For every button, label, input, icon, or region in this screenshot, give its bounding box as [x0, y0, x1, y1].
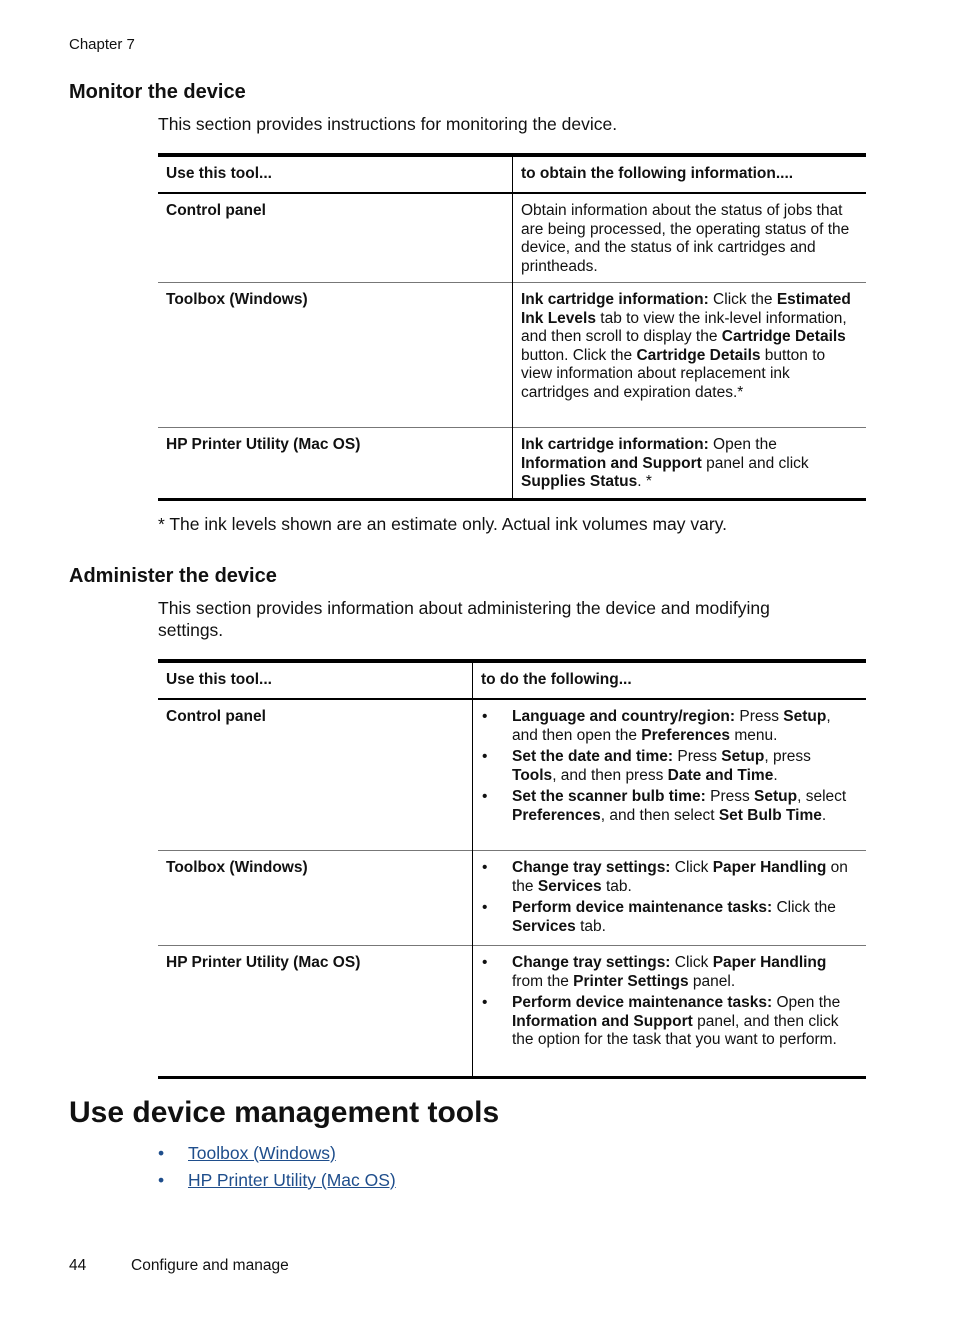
- item-part: Paper Handling: [712, 859, 827, 876]
- item-part: Change tray settings:: [512, 859, 671, 876]
- tool-info: Obtain information about the status of jobs that are being processed, the operating status of the device, and the status of ink cartridges and printheads.: [513, 193, 867, 283]
- monitor-intro: This section provides instructions for monitoring the device.: [158, 114, 618, 134]
- item-part: panel, and then click the option for the task that you want to perform.: [512, 1012, 839, 1048]
- item-part: Preferences: [641, 726, 731, 744]
- item-part: Open the: [772, 994, 841, 1011]
- item-part: tab.: [575, 917, 606, 935]
- item-part: Language and country/region:: [512, 708, 736, 725]
- item-part: , and then press: [552, 766, 668, 784]
- item-part: tab.: [601, 877, 632, 895]
- list-item: [481, 954, 858, 991]
- ink-footnote: * The ink levels shown are an estimate only. Actual ink volumes may vary.: [158, 514, 728, 534]
- item-part: Click the: [772, 899, 836, 916]
- info-part: Click the: [708, 291, 777, 308]
- tool-name: HP Printer Utility (Mac OS): [158, 946, 473, 1078]
- tool-actions: [473, 851, 867, 946]
- table-header-row: [158, 661, 866, 699]
- item-part: Services: [537, 877, 602, 895]
- item-part: , and then select: [600, 806, 719, 824]
- item-part: Perform device maintenance tasks:: [512, 899, 773, 916]
- list-item: [481, 859, 858, 896]
- tools-heading: Use device management tools: [69, 1096, 500, 1129]
- tool-info: [513, 428, 867, 500]
- item-part: Preferences: [512, 806, 601, 824]
- item-part: Printer Settings: [573, 972, 689, 990]
- item-part: from the: [512, 972, 574, 990]
- item-part: Press: [735, 708, 784, 725]
- item-part: Setup: [721, 748, 765, 765]
- action-list: [481, 708, 858, 825]
- info-part: Open the: [708, 436, 777, 453]
- info-part: Cartridge Details: [636, 346, 761, 364]
- tool-actions: [473, 699, 867, 851]
- action-list: [481, 859, 858, 936]
- item-part: Click: [670, 954, 713, 971]
- info-part: Cartridge Details: [721, 328, 846, 345]
- table-row: [158, 699, 866, 851]
- info-part: Estimated Ink Levels: [521, 291, 851, 327]
- tools-link-list: [158, 1140, 396, 1194]
- tool-name: Toolbox (Windows): [158, 851, 473, 946]
- info-part: tab to view the ink-level information, and then scroll to display the: [521, 309, 847, 345]
- item-part: Press: [705, 788, 755, 805]
- tool-info: [513, 283, 867, 428]
- list-item: [481, 994, 858, 1050]
- item-part: , and then open the: [512, 708, 831, 744]
- item-part: Setup: [783, 708, 827, 725]
- column-header-info: to obtain the following information....: [513, 155, 867, 193]
- monitor-table: [158, 153, 866, 501]
- monitor-heading: Monitor the device: [69, 81, 246, 103]
- tool-name: Toolbox (Windows): [158, 283, 513, 428]
- item-part: Date and Time: [667, 766, 774, 784]
- item-part: Paper Handling: [712, 954, 827, 971]
- item-part: panel.: [688, 972, 736, 990]
- info-part: button to view information about replacement ink cartridges and expiration dates.*: [521, 346, 826, 401]
- info-part: button. Click the: [521, 346, 637, 364]
- tool-actions: [473, 946, 867, 1078]
- table-row: [158, 283, 866, 428]
- administer-heading: Administer the device: [69, 565, 277, 587]
- list-item: [481, 899, 858, 936]
- item-part: Perform device maintenance tasks:: [512, 994, 773, 1011]
- item-part: .: [773, 766, 778, 784]
- item-part: Set the date and time:: [512, 748, 674, 765]
- administer-intro: This section provides information about administering the device and modifying settings.: [158, 598, 770, 640]
- table-header-row: [158, 155, 866, 193]
- info-part: panel and click: [701, 454, 809, 472]
- footer-section-title: Configure and manage: [131, 1257, 289, 1274]
- item-part: Click: [670, 859, 713, 876]
- column-header-tool: Use this tool...: [158, 661, 473, 699]
- table-row: [158, 851, 866, 946]
- table-row: [158, 946, 866, 1078]
- item-part: Set Bulb Time: [718, 806, 822, 824]
- link-toolbox-windows[interactable]: Toolbox (Windows): [188, 1143, 336, 1163]
- administer-table: [158, 659, 866, 1079]
- chapter-label: Chapter 7: [69, 36, 135, 53]
- item-part: Set the scanner bulb time:: [512, 788, 706, 805]
- item-part: , press: [764, 748, 811, 765]
- action-list: [481, 954, 858, 1050]
- bullet-icon: •: [158, 1143, 165, 1163]
- table-row: [158, 428, 866, 500]
- item-part: .: [821, 806, 827, 824]
- info-part: Ink cartridge information:: [521, 436, 709, 453]
- info-part: Supplies Status: [521, 473, 638, 490]
- info-part: Information and Support: [521, 454, 702, 472]
- bullet-icon: •: [158, 1170, 165, 1190]
- list-item: [158, 1140, 396, 1167]
- item-part: Information and Support: [512, 1012, 693, 1030]
- list-item: [481, 708, 858, 745]
- item-part: on the: [512, 859, 848, 895]
- item-part: menu.: [730, 726, 778, 744]
- info-part: Ink cartridge information:: [521, 291, 709, 308]
- link-hp-printer-utility[interactable]: HP Printer Utility (Mac OS): [188, 1170, 396, 1190]
- tool-name: Control panel: [166, 708, 266, 725]
- column-header-actions: to do the following...: [473, 661, 867, 699]
- item-part: Press: [673, 748, 722, 765]
- table-row: [158, 193, 866, 283]
- item-part: , select: [797, 788, 847, 805]
- list-item: [481, 748, 858, 785]
- info-part: . *: [637, 473, 652, 490]
- item-part: Change tray settings:: [512, 954, 671, 971]
- column-header-tool: Use this tool...: [158, 155, 513, 193]
- tool-name: Control panel: [166, 202, 266, 219]
- list-item: [481, 788, 858, 825]
- list-item: [158, 1167, 396, 1194]
- item-part: Tools: [512, 766, 553, 784]
- tool-name: HP Printer Utility (Mac OS): [158, 428, 513, 500]
- item-part: Setup: [754, 788, 798, 805]
- item-part: Services: [512, 917, 576, 935]
- page-number: 44: [69, 1257, 87, 1274]
